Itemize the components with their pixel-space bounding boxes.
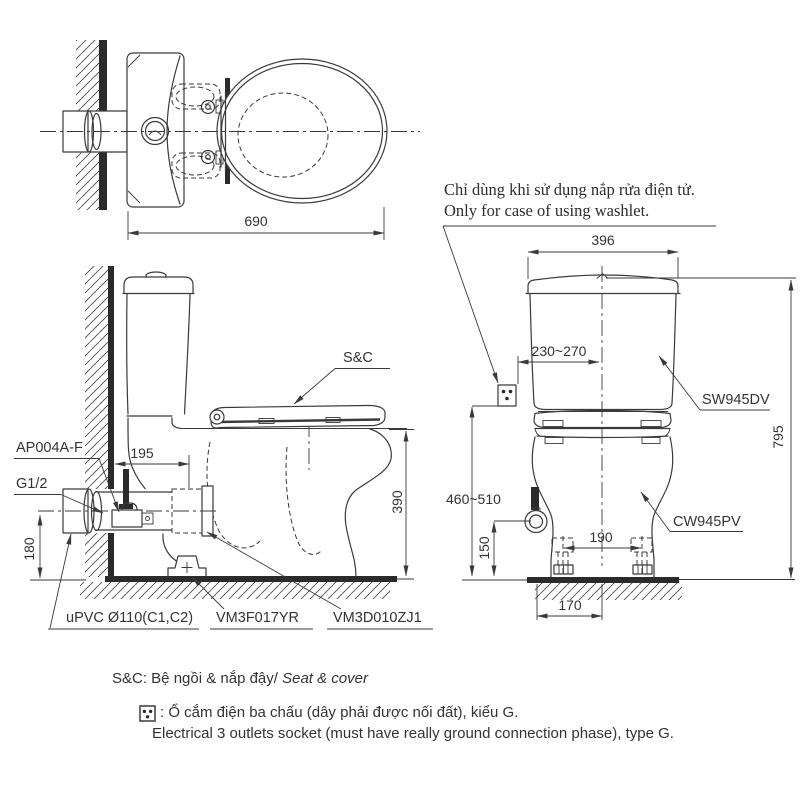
front-view [443, 226, 796, 620]
seat-cover-side [210, 405, 385, 428]
label-drain-pipe: uPVC Ø110(C1,C2) [66, 610, 194, 626]
label-connector: VM3D010ZJ1 [333, 610, 422, 626]
dim-overall-height: 795 [770, 425, 787, 449]
dim-drain-center-height: 180 [21, 537, 38, 561]
label-angle-valve: AP004A-F [16, 440, 83, 456]
supply-valve-icon [525, 487, 547, 533]
legend-seat-cover-en: Seat & cover [282, 670, 368, 687]
dim-bolt-spacing: 190 [589, 529, 613, 545]
dim-supply-to-center: 170 [558, 597, 582, 613]
label-fixing-kit: VM3F017YR [216, 610, 300, 626]
label-seat-cover-code: S&C [343, 350, 373, 366]
label-tank-model: SW945DV [702, 392, 770, 408]
dim-supply-height: 150 [476, 536, 493, 560]
floor-hatch [80, 582, 390, 599]
legend-electrical-en: Electrical 3 outlets socket (must have really ground connection phase), type G. [152, 725, 674, 742]
washlet-socket-icon [472, 385, 516, 406]
seat-cover-front [534, 411, 671, 444]
dim-outlet-to-center: 230~270 [531, 343, 587, 359]
dim-230-270 [518, 356, 599, 384]
note-leader [443, 226, 498, 383]
note-english: Only for case of using washlet. [444, 201, 650, 220]
tank-plan [127, 53, 184, 207]
floor-hatch [535, 583, 682, 600]
dim-150 [494, 521, 531, 576]
socket-icon [139, 705, 156, 722]
floor-section [527, 577, 679, 583]
label-thread-size: G1/2 [16, 476, 48, 492]
legend-seat-cover-vi: S&C: Bệ ngồi & nắp đậy/ [112, 670, 278, 687]
seat-hinge-icon [210, 410, 224, 424]
legend-seat-cover [112, 671, 368, 688]
dim-tank-width: 396 [591, 232, 615, 248]
legend-electrical-vi: : Ổ cắm điện ba chấu (dây phải được nối đất), kiểu G. [160, 704, 519, 721]
dim-supply-depth: 195 [130, 445, 154, 461]
dim-overall-depth: 690 [244, 213, 268, 229]
top-view [40, 40, 420, 240]
note-vietnamese: Chỉ dùng khi sử dụng nắp rửa điện tử. [444, 180, 695, 199]
floor-section [105, 576, 397, 582]
dim-outlet-height: 460~510 [446, 491, 501, 507]
wall-section [108, 266, 114, 581]
dim-rim-height: 390 [389, 490, 406, 514]
label-bowl-model: CW945PV [673, 514, 741, 530]
seat-cover-plan [217, 59, 387, 203]
